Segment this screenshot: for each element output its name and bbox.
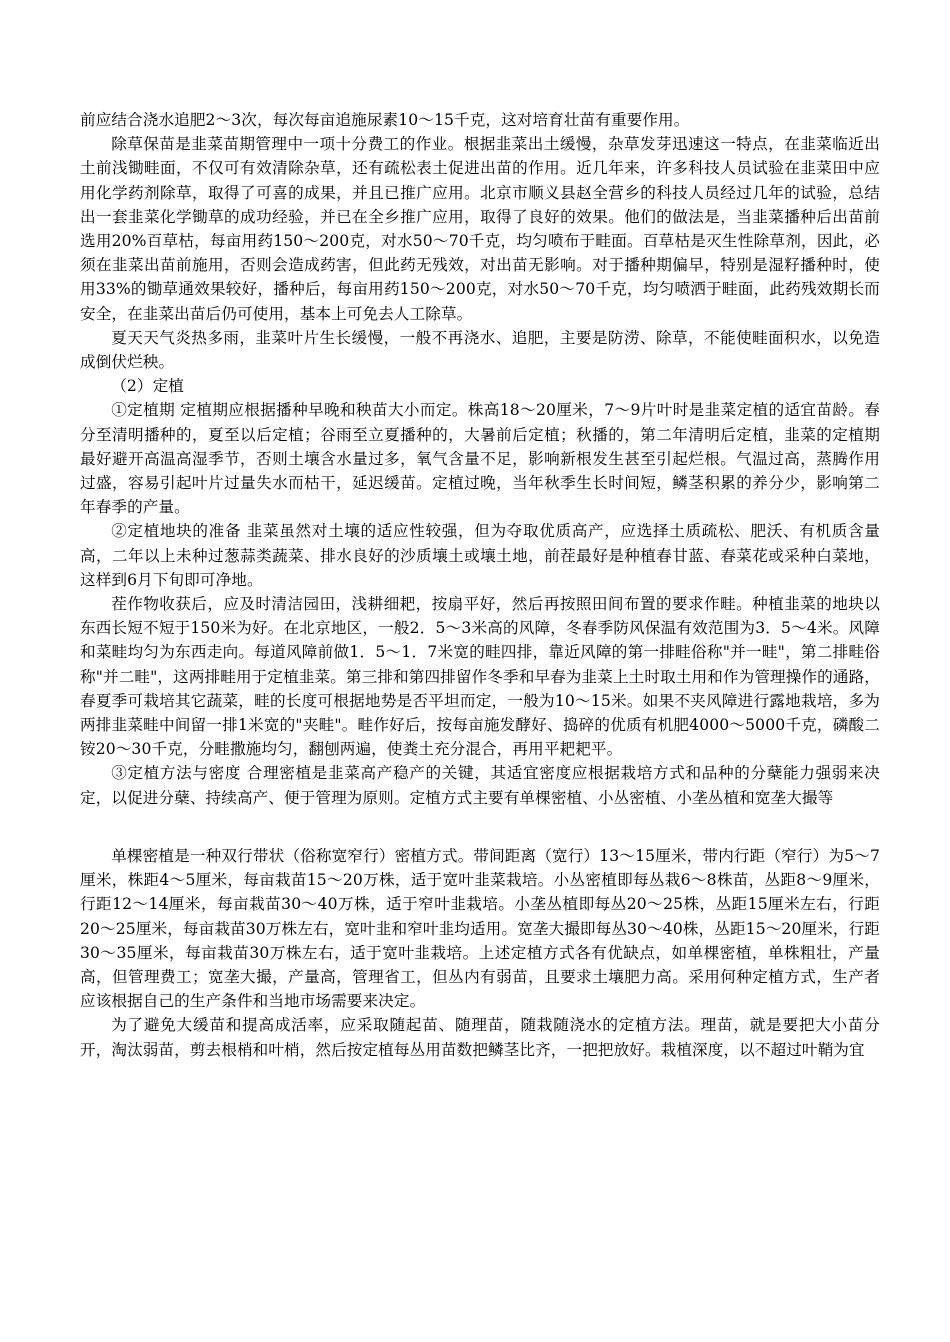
paragraph-plot-preparation: ②定植地块的准备 韭菜虽然对土壤的适应性较强，但为夺取优质高产，应选择土质疏松、肥沃、有机质含量高，二年以上未种过葱蒜类蔬菜、排水良好的沙质壤土或壤土地，前茬最好是种植春甘蓝、春菜花或采种白菜地，这样到6月下旬即可净地。	[80, 522, 880, 589]
paragraph-field-layout: 茬作物收获后，应及时清洁园田，浅耕细耙，按扇平好，然后再按照田间布置的要求作畦。种植韭菜的地块以东西长短不短于150米为好。在北京地区，一般2．5～3米高的风障，冬春季防风保温有效范围为3．5～4米。风障和菜畦均匀为东西走向。每道风障前做1．5～1．7米宽的畦四排，靠近风障的第一排畦俗称"并一畦"，第二排畦俗称"并二畦"，这两排畦用于定植韭菜。第三排和第四排留作冬季和早春为韭菜上土时取土用和作为管理操作的通路，春夏季可栽培其它蔬菜，畦的长度可根据地势是否平坦而定，一般为10～15米。如果不夹风障进行露地栽培，多为两排韭菜畦中间留一排1米宽的"夹畦"。畦作好后，按每亩施发酵好、捣碎的优质有机肥4000～5000千克，磷酸二铵20～30千克，分畦撒施均匀，翻刨两遍，使粪土充分混合，再用平耙耙平。	[80, 595, 880, 759]
document-page	[80, 108, 880, 1062]
paragraph-planting-methods: 单棵密植是一种双行带状（俗称宽窄行）密植方式。带间距离（宽行）13～15厘米，带内行距（窄行）为5～7厘米，株距4～5厘米，每亩栽苗15～20万株，适于宽叶韭菜栽培。小丛密植即每丛栽6～8株苗，丛距8～9厘米，行距12～14厘米，每亩栽苗30～40万株，适于窄叶韭栽培。小垄丛植即每丛20～25株，丛距15厘米左右，行距20～25厘米，每亩栽苗30万株左右，宽叶韭和窄叶韭均适用。宽垄大撮即每丛30～40株，丛距15～20厘米，行距30～35厘米，每亩栽苗30万株左右，适于宽叶韭栽培。上述定植方式各有优缺点，如单棵密植，单株粗壮，产量高，但管理费工；宽垄大撮，产量高，管理省工，但丛内有弱苗，且要求土壤肥力高。采用何种定植方式，生产者应该根据自己的生产条件和当地市场需要来决定。	[80, 846, 880, 1011]
paragraph-summer: 夏天天气炎热多雨，韭菜叶片生长缓慢，一般不再浇水、追肥，主要是防涝、除草，不能使畦面积水，以免造成倒伏烂秧。	[80, 328, 880, 372]
paragraph-fertilizing-end: 前应结合浇水追肥2～3次，每次每亩追施尿素10～15千克，这对培育壮苗有重要作用。	[80, 111, 690, 129]
page-break-gap	[80, 810, 880, 844]
text-block-top	[80, 108, 880, 810]
section-heading-planting: （2）定植	[111, 377, 184, 396]
text-block-bottom	[80, 844, 880, 1062]
paragraph-weeding: 除草保苗是韭菜苗期管理中一项十分费工的作业。根据韭菜出土缓慢，杂草发芽迅速这一特点，在韭菜临近出土前浅锄畦面，不仅可有效清除杂草，还有疏松表土促进出苗的作用。近几年来，许多科技人员试验在韭菜田中应用化学药剂除草，取得了可喜的成果，并且已推广应用。北京市顺义县赵全营乡的科技人员经过几年的试验，总结出一套韭菜化学锄草的成功经验，并已在全乡推广应用，取得了良好的效果。他们的做法是，当韭菜播种后出苗前选用20%百草枯，每亩用药150～200克，对水50～70千克，均匀喷布于畦面。百草枯是灭生性除草剂，因此，必须在韭菜出苗前施用，否则会造成药害，但此药无残效，对出苗无影响。对于播种期偏早，特别是湿籽播种时，使用33%的锄草通效果较好，播种后，每亩用药150～200克，对水50～70千克，均匀喷洒于畦面，此药残效期长而安全，在韭菜出苗后仍可使用，基本上可免去人工除草。	[80, 135, 880, 323]
paragraph-planting-period: ①定植期 定植期应根据播种早晚和秧苗大小而定。株高18～20厘米，7～9片叶时是韭菜定植的适宜苗龄。春分至清明播种的，夏至以后定植；谷雨至立夏播种的，大暑前后定植；秋播的，第二年清明后定植，韭菜的定植期最好避开高温高湿季节，否则土壤含水量过多，氧气含量不足，影响新根发生甚至引起烂根。气温过高，蒸腾作用过盛，容易引起叶片过量失水而枯干，延迟缓苗。定植过晚，当年秋季生长时间短，鳞茎积累的养分少，影响第二年春季的产量。	[80, 401, 880, 517]
paragraph-transplant-method: 为了避免大缓苗和提高成活率，应采取随起苗、随理苗，随栽随浇水的定植方法。理苗，就是要把大小苗分开，淘汰弱苗，剪去根梢和叶梢，然后按定植每丛用苗数把鳞茎比齐，一把把放好。栽植深度，以不超过叶鞘为宜	[80, 1016, 880, 1059]
paragraph-planting-density: ③定植方法与密度 合理密植是韭菜高产稳产的关键，其适宜密度应根据栽培方式和品种的分蘖能力强弱来决定，以促进分蘖、持续高产、便于管理为原则。定植方式主要有单棵密植、小丛密植、小垄丛植和宽垄大撮等	[80, 764, 880, 807]
